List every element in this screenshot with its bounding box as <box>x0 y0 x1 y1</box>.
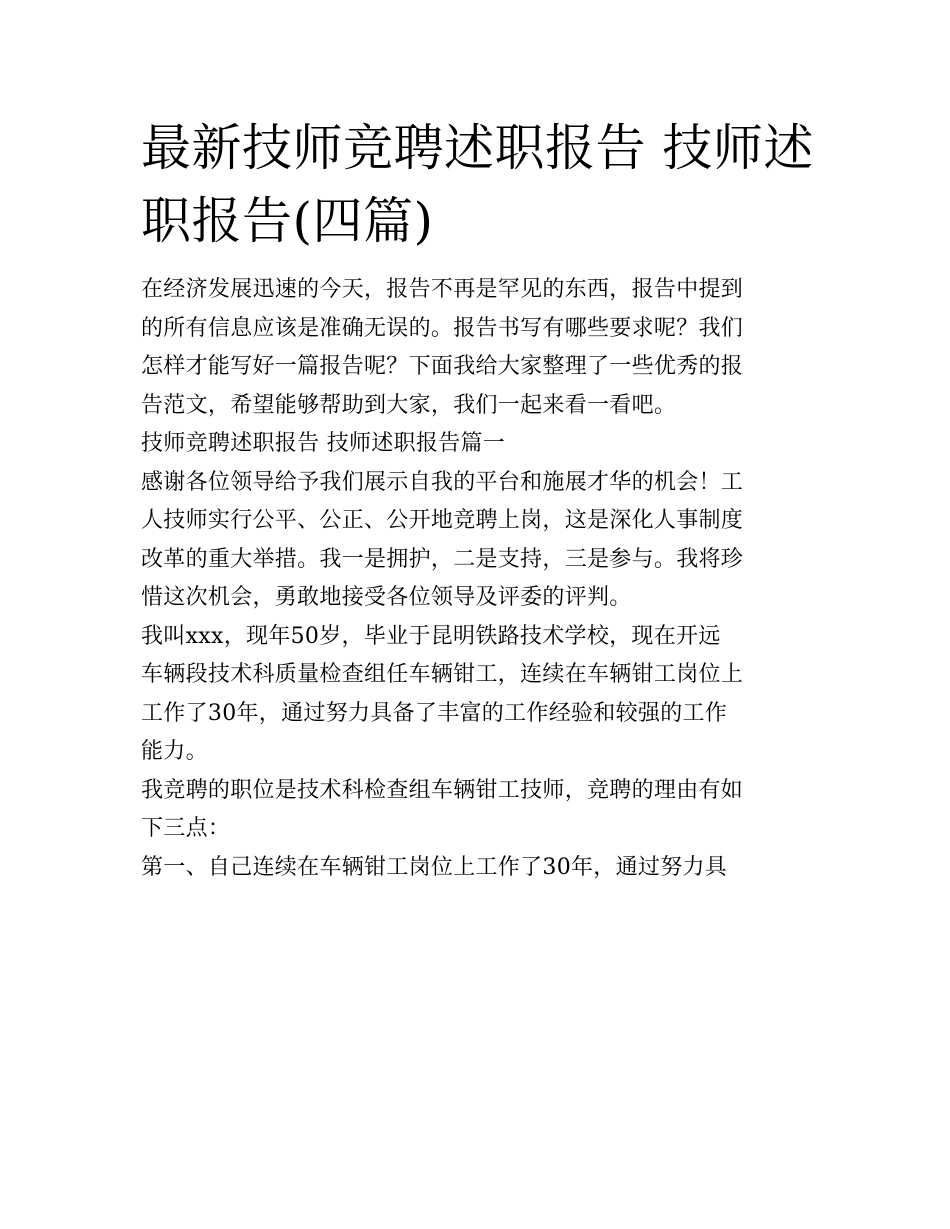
text-line: 的所有信息应该是准确无误的。报告书写有哪些要求呢？我们 <box>141 315 744 341</box>
document-content <box>141 112 821 887</box>
title-line: 最新技师竞聘述职报告 技师述 <box>141 119 814 177</box>
title-line: 职报告(四篇) <box>141 192 434 250</box>
section-heading: 技师竞聘述职报告 技师述职报告篇一 <box>141 431 506 456</box>
text-line: 在经济发展迅速的今天，报告不再是罕见的东西，报告中提到 <box>141 277 744 302</box>
text-line: 人技师实行公平、公正、公开地竞聘上岗，这是深化人事制度 <box>141 508 744 533</box>
text-line: 车辆段技术科质量检查组任车辆钳工，连续在车辆钳工岗位上 <box>141 662 744 687</box>
text-line: 我叫xxx，现年50岁，毕业于昆明铁路技术学校，现在开远 <box>141 623 721 649</box>
body-paragraph-3 <box>141 772 821 849</box>
text-line: 第一、自己连续在车辆钳工岗位上工作了30年，通过努力具 <box>141 854 728 880</box>
text-line: 我竞聘的职位是技术科检查组车辆钳工技师，竞聘的理由有如 <box>141 777 744 803</box>
text-line: 能力。 <box>141 739 208 764</box>
text-line: 怎样才能写好一篇报告呢？下面我给大家整理了一些优秀的报 <box>141 354 744 379</box>
text-line: 惜这次机会，勇敢地接受各位领导及评委的评判。 <box>141 585 632 610</box>
document-body <box>141 271 821 887</box>
body-paragraph-1 <box>141 464 821 618</box>
text-line: 改革的重大举措。我一是拥护，二是支持，三是参与。我将珍 <box>141 546 744 572</box>
body-paragraph-2 <box>141 618 821 772</box>
document-title <box>141 112 821 258</box>
body-paragraph-4 <box>141 849 821 888</box>
text-line: 下三点： <box>141 816 231 841</box>
intro-paragraph <box>141 271 821 425</box>
text-line: 感谢各位领导给予我们展示自我的平台和施展才华的机会！工 <box>141 469 744 495</box>
text-line: 工作了30年，通过努力具备了丰富的工作经验和较强的工作 <box>141 700 728 726</box>
text-line: 告范文，希望能够帮助到大家，我们一起来看一看吧。 <box>141 392 677 418</box>
